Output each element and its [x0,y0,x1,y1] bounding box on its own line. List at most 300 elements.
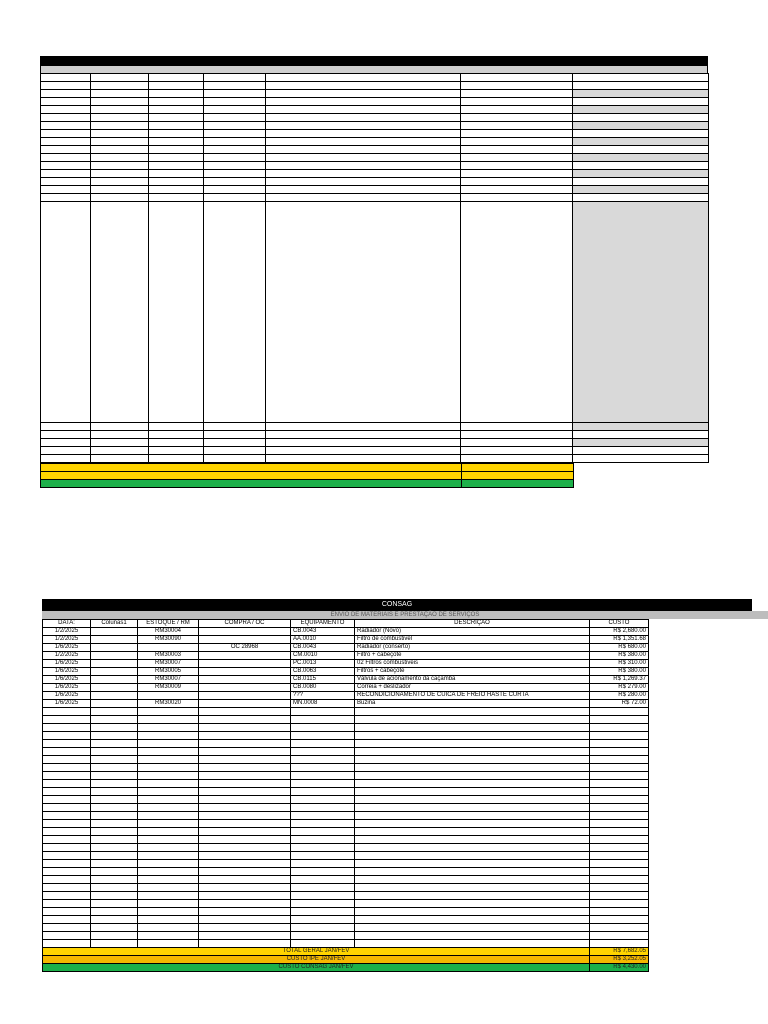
empty-cell[interactable] [91,892,138,900]
cell-descricao[interactable]: Filtro + cabeçote [355,652,590,660]
empty-cell[interactable] [355,828,590,836]
empty-cell[interactable] [43,772,91,780]
empty-cell[interactable] [91,708,138,716]
empty-cell[interactable] [590,924,649,932]
blank-cell[interactable] [573,455,709,463]
empty-cell[interactable] [199,788,291,796]
empty-cell[interactable] [91,828,138,836]
cell-descricao[interactable]: Filtro de combustivel [355,636,590,644]
empty-cell[interactable] [43,940,91,948]
empty-cell[interactable] [199,820,291,828]
blank-cell[interactable] [149,178,204,186]
empty-cell[interactable] [138,900,199,908]
empty-cell[interactable] [590,788,649,796]
blank-cell[interactable] [204,90,266,98]
empty-cell[interactable] [91,868,138,876]
cell-compra[interactable]: OC 28968 [199,644,291,652]
blank-cell[interactable] [41,122,91,130]
empty-cell[interactable] [138,756,199,764]
cell-data[interactable]: 1/2/2025 [43,636,91,644]
blank-cell[interactable] [91,186,149,194]
cell-custo[interactable]: R$ 680.00 [590,644,649,652]
empty-cell[interactable] [590,820,649,828]
cell-colunas1[interactable] [91,676,138,684]
empty-cell[interactable] [590,716,649,724]
blank-cell[interactable] [91,98,149,106]
empty-cell[interactable] [291,932,355,940]
cell-estoque[interactable] [138,692,199,700]
empty-cell[interactable] [355,796,590,804]
empty-cell[interactable] [590,708,649,716]
empty-cell[interactable] [199,716,291,724]
blank-cell[interactable] [266,170,461,178]
blank-cell[interactable] [461,439,573,447]
cell-descricao[interactable]: Radiador (Novo) [355,628,590,636]
blank-cell[interactable] [573,178,709,186]
blank-cell[interactable] [41,106,91,114]
empty-cell[interactable] [291,828,355,836]
empty-cell[interactable] [91,780,138,788]
blank-cell[interactable] [204,82,266,90]
empty-cell[interactable] [355,852,590,860]
cell-custo[interactable]: R$ 280.00 [590,692,649,700]
blank-cell[interactable] [91,138,149,146]
blank-cell[interactable] [149,186,204,194]
cell-descricao[interactable]: Correia + deslizador [355,684,590,692]
blank-cell[interactable] [461,170,573,178]
column-header-data[interactable]: DATA: [43,620,91,628]
empty-cell[interactable] [138,820,199,828]
empty-cell[interactable] [91,756,138,764]
empty-cell[interactable] [199,836,291,844]
blank-cell[interactable] [461,90,573,98]
blank-cell[interactable] [41,447,91,455]
empty-cell[interactable] [590,916,649,924]
cell-estoque[interactable] [138,644,199,652]
empty-cell[interactable] [138,844,199,852]
blank-cell[interactable] [573,423,709,431]
blank-cell[interactable] [461,146,573,154]
empty-cell[interactable] [355,764,590,772]
blank-cell[interactable] [91,146,149,154]
empty-cell[interactable] [590,748,649,756]
cell-equipamento[interactable]: CB.0063 [291,668,355,676]
blank-cell[interactable] [266,90,461,98]
cell-estoque[interactable]: RM30020 [138,700,199,708]
empty-cell[interactable] [43,828,91,836]
cell-compra[interactable] [199,636,291,644]
empty-cell[interactable] [199,900,291,908]
blank-cell[interactable] [266,202,461,423]
blank-cell[interactable] [149,74,204,82]
empty-cell[interactable] [91,884,138,892]
cell-compra[interactable] [199,684,291,692]
empty-cell[interactable] [43,724,91,732]
blank-cell[interactable] [266,114,461,122]
empty-cell[interactable] [43,732,91,740]
empty-cell[interactable] [590,740,649,748]
empty-cell[interactable] [291,748,355,756]
blank-cell[interactable] [91,455,149,463]
empty-cell[interactable] [91,788,138,796]
empty-cell[interactable] [590,732,649,740]
cell-data[interactable]: 1/2/2025 [43,628,91,636]
cell-custo[interactable]: R$ 1,351.68 [590,636,649,644]
empty-cell[interactable] [355,708,590,716]
cell-descricao[interactable]: 02 Filtros combustiveis [355,660,590,668]
empty-cell[interactable] [291,772,355,780]
empty-cell[interactable] [291,756,355,764]
cell-data[interactable]: 1/6/2025 [43,660,91,668]
blank-cell[interactable] [266,98,461,106]
blank-cell[interactable] [41,146,91,154]
blank-cell[interactable] [204,439,266,447]
blank-cell[interactable] [266,130,461,138]
column-header-colunas1[interactable]: Colunas1 [91,620,138,628]
empty-cell[interactable] [355,868,590,876]
blank-cell[interactable] [41,90,91,98]
empty-cell[interactable] [138,860,199,868]
empty-cell[interactable] [43,820,91,828]
empty-cell[interactable] [199,916,291,924]
empty-cell[interactable] [590,908,649,916]
empty-cell[interactable] [590,724,649,732]
empty-cell[interactable] [138,892,199,900]
cell-custo[interactable]: R$ 279.00 [590,684,649,692]
empty-cell[interactable] [590,892,649,900]
empty-cell[interactable] [355,876,590,884]
empty-cell[interactable] [43,852,91,860]
blank-cell[interactable] [91,114,149,122]
empty-cell[interactable] [43,860,91,868]
cell-estoque[interactable]: RM30003 [138,652,199,660]
cell-equipamento[interactable]: PC.0013 [291,660,355,668]
blank-cell[interactable] [204,106,266,114]
blank-cell[interactable] [41,114,91,122]
blank-cell[interactable] [149,154,204,162]
empty-cell[interactable] [43,892,91,900]
blank-cell[interactable] [149,130,204,138]
cell-compra[interactable] [199,668,291,676]
cell-data[interactable]: 1/2/2025 [43,652,91,660]
cell-equipamento[interactable]: MN.0008 [291,700,355,708]
blank-cell[interactable] [204,455,266,463]
empty-cell[interactable] [291,804,355,812]
empty-cell[interactable] [199,852,291,860]
blank-cell[interactable] [41,455,91,463]
blank-cell[interactable] [573,90,709,98]
empty-cell[interactable] [291,788,355,796]
empty-cell[interactable] [590,804,649,812]
empty-cell[interactable] [590,836,649,844]
empty-cell[interactable] [138,796,199,804]
cell-data[interactable]: 1/6/2025 [43,700,91,708]
empty-cell[interactable] [590,900,649,908]
blank-cell[interactable] [204,98,266,106]
blank-cell[interactable] [266,138,461,146]
empty-cell[interactable] [138,740,199,748]
empty-cell[interactable] [355,732,590,740]
empty-cell[interactable] [43,764,91,772]
blank-cell[interactable] [204,114,266,122]
blank-cell[interactable] [266,186,461,194]
empty-cell[interactable] [291,900,355,908]
blank-cell[interactable] [461,82,573,90]
empty-cell[interactable] [355,892,590,900]
empty-cell[interactable] [43,868,91,876]
cell-estoque[interactable]: RM30007 [138,676,199,684]
blank-cell[interactable] [91,74,149,82]
empty-cell[interactable] [43,836,91,844]
blank-cell[interactable] [149,98,204,106]
cell-descricao[interactable]: Radiador (conserto) [355,644,590,652]
empty-cell[interactable] [291,820,355,828]
blank-cell[interactable] [91,162,149,170]
cell-colunas1[interactable] [91,644,138,652]
empty-cell[interactable] [138,940,199,948]
blank-cell[interactable] [149,202,204,423]
empty-cell[interactable] [138,828,199,836]
empty-cell[interactable] [199,924,291,932]
empty-cell[interactable] [355,748,590,756]
empty-cell[interactable] [355,740,590,748]
blank-cell[interactable] [266,154,461,162]
cell-equipamento[interactable]: CM.0010 [291,652,355,660]
empty-cell[interactable] [91,796,138,804]
blank-cell[interactable] [461,194,573,202]
empty-cell[interactable] [199,828,291,836]
empty-cell[interactable] [199,740,291,748]
empty-cell[interactable] [43,756,91,764]
empty-cell[interactable] [91,924,138,932]
cell-compra[interactable] [199,692,291,700]
empty-cell[interactable] [291,716,355,724]
empty-cell[interactable] [138,932,199,940]
cell-custo[interactable]: R$ 72.00 [590,700,649,708]
blank-cell[interactable] [41,138,91,146]
blank-cell[interactable] [573,82,709,90]
blank-cell[interactable] [41,162,91,170]
blank-cell[interactable] [91,423,149,431]
empty-cell[interactable] [291,708,355,716]
blank-cell[interactable] [461,98,573,106]
empty-cell[interactable] [291,796,355,804]
empty-cell[interactable] [91,852,138,860]
empty-cell[interactable] [91,836,138,844]
empty-cell[interactable] [590,860,649,868]
empty-cell[interactable] [199,940,291,948]
blank-cell[interactable] [204,138,266,146]
blank-cell[interactable] [149,82,204,90]
blank-cell[interactable] [41,178,91,186]
empty-cell[interactable] [43,708,91,716]
blank-cell[interactable] [573,98,709,106]
empty-cell[interactable] [355,716,590,724]
blank-cell[interactable] [266,82,461,90]
blank-cell[interactable] [461,178,573,186]
empty-cell[interactable] [138,916,199,924]
blank-cell[interactable] [573,122,709,130]
blank-cell[interactable] [461,202,573,423]
empty-cell[interactable] [91,812,138,820]
blank-cell[interactable] [204,178,266,186]
empty-cell[interactable] [43,844,91,852]
empty-cell[interactable] [355,788,590,796]
cell-colunas1[interactable] [91,668,138,676]
blank-cell[interactable] [204,431,266,439]
empty-cell[interactable] [291,940,355,948]
empty-cell[interactable] [199,932,291,940]
empty-cell[interactable] [91,724,138,732]
blank-cell[interactable] [266,439,461,447]
blank-cell[interactable] [573,170,709,178]
empty-cell[interactable] [355,812,590,820]
blank-cell[interactable] [573,194,709,202]
blank-cell[interactable] [266,146,461,154]
cell-estoque[interactable]: RM30007 [138,660,199,668]
blank-cell[interactable] [41,98,91,106]
empty-cell[interactable] [91,940,138,948]
empty-cell[interactable] [355,780,590,788]
blank-cell[interactable] [266,194,461,202]
empty-cell[interactable] [355,844,590,852]
blank-cell[interactable] [266,74,461,82]
empty-cell[interactable] [138,780,199,788]
blank-cell[interactable] [461,447,573,455]
empty-cell[interactable] [590,812,649,820]
blank-cell[interactable] [461,162,573,170]
cell-data[interactable]: 1/6/2025 [43,692,91,700]
empty-cell[interactable] [43,876,91,884]
empty-cell[interactable] [291,924,355,932]
blank-cell[interactable] [461,138,573,146]
empty-cell[interactable] [199,756,291,764]
blank-cell[interactable] [266,178,461,186]
cell-equipamento[interactable]: CB.0080 [291,684,355,692]
cell-custo[interactable]: R$ 310.00 [590,660,649,668]
empty-cell[interactable] [138,732,199,740]
empty-cell[interactable] [138,708,199,716]
blank-cell[interactable] [573,146,709,154]
cell-descricao[interactable]: RECONDICIONAMENTO DE CUICA DE FREIO HASTE CURTA [355,692,590,700]
cell-colunas1[interactable] [91,636,138,644]
cell-data[interactable]: 1/6/2025 [43,684,91,692]
empty-cell[interactable] [43,908,91,916]
cell-equipamento[interactable]: CB.0043 [291,628,355,636]
blank-cell[interactable] [266,122,461,130]
column-header-estoque[interactable]: ESTOQUE / RM [138,620,199,628]
blank-cell[interactable] [461,154,573,162]
cell-compra[interactable] [199,660,291,668]
cell-descricao[interactable]: Filtros + cabeçote [355,668,590,676]
cell-estoque[interactable]: RM30004 [138,628,199,636]
blank-cell[interactable] [149,106,204,114]
cell-colunas1[interactable] [91,700,138,708]
empty-cell[interactable] [355,836,590,844]
empty-cell[interactable] [91,844,138,852]
empty-cell[interactable] [138,804,199,812]
blank-cell[interactable] [204,423,266,431]
empty-cell[interactable] [355,860,590,868]
cell-estoque[interactable]: RM30009 [138,684,199,692]
empty-cell[interactable] [138,764,199,772]
empty-cell[interactable] [43,884,91,892]
blank-cell[interactable] [573,106,709,114]
empty-cell[interactable] [199,724,291,732]
blank-cell[interactable] [461,423,573,431]
empty-cell[interactable] [590,884,649,892]
blank-cell[interactable] [91,431,149,439]
empty-cell[interactable] [43,932,91,940]
cell-custo[interactable]: R$ 380.00 [590,668,649,676]
empty-cell[interactable] [138,852,199,860]
empty-cell[interactable] [355,804,590,812]
blank-cell[interactable] [91,106,149,114]
cell-compra[interactable] [199,700,291,708]
empty-cell[interactable] [91,908,138,916]
cell-colunas1[interactable] [91,628,138,636]
cell-equipamento[interactable]: ??? [291,692,355,700]
empty-cell[interactable] [91,748,138,756]
blank-cell[interactable] [266,162,461,170]
empty-cell[interactable] [199,884,291,892]
blank-cell[interactable] [91,122,149,130]
empty-cell[interactable] [91,876,138,884]
blank-cell[interactable] [573,114,709,122]
empty-cell[interactable] [291,740,355,748]
empty-cell[interactable] [291,812,355,820]
blank-cell[interactable] [149,439,204,447]
blank-cell[interactable] [573,74,709,82]
blank-cell[interactable] [573,431,709,439]
blank-cell[interactable] [149,423,204,431]
empty-cell[interactable] [43,716,91,724]
empty-cell[interactable] [355,908,590,916]
empty-cell[interactable] [590,780,649,788]
empty-cell[interactable] [291,868,355,876]
cell-custo[interactable]: R$ 2,680.00 [590,628,649,636]
empty-cell[interactable] [590,828,649,836]
blank-cell[interactable] [461,186,573,194]
empty-cell[interactable] [199,844,291,852]
blank-cell[interactable] [204,202,266,423]
empty-cell[interactable] [43,740,91,748]
blank-cell[interactable] [91,170,149,178]
empty-cell[interactable] [199,908,291,916]
blank-cell[interactable] [41,423,91,431]
cell-data[interactable]: 1/6/2025 [43,644,91,652]
empty-cell[interactable] [91,764,138,772]
blank-cell[interactable] [149,170,204,178]
blank-cell[interactable] [41,439,91,447]
empty-cell[interactable] [91,772,138,780]
cell-equipamento[interactable]: CB.0043 [291,644,355,652]
blank-cell[interactable] [41,202,91,423]
blank-cell[interactable] [204,130,266,138]
blank-cell[interactable] [149,114,204,122]
empty-cell[interactable] [355,772,590,780]
blank-cell[interactable] [461,114,573,122]
blank-cell[interactable] [91,154,149,162]
empty-cell[interactable] [138,884,199,892]
empty-cell[interactable] [138,748,199,756]
column-header-descricao[interactable]: DESCRIÇÃO [355,620,590,628]
blank-cell[interactable] [149,90,204,98]
cell-compra[interactable] [199,652,291,660]
empty-cell[interactable] [291,724,355,732]
blank-cell[interactable] [91,194,149,202]
empty-cell[interactable] [199,708,291,716]
